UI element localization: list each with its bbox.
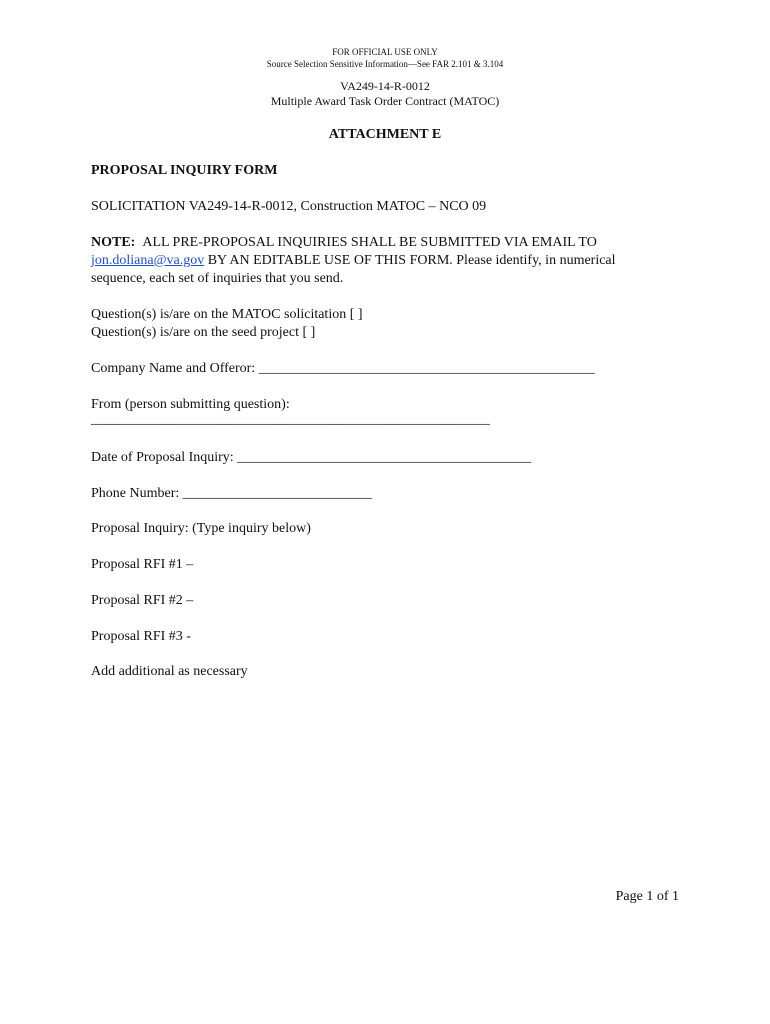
- note-text-1: ALL PRE-PROPOSAL INQUIRIES SHALL BE SUBMITTED VIA EMAIL TO: [142, 235, 597, 250]
- attachment-title: ATTACHMENT E: [328, 127, 442, 142]
- solicitation-line: SOLICITATION VA249-14-R-0012, Construction MATOC – NCO 09: [91, 199, 487, 214]
- classification-header: FOR OFFICIAL USE ONLY: [332, 47, 438, 57]
- additional-note: Add additional as necessary: [91, 664, 248, 679]
- page-number: Page 1 of 1: [615, 889, 679, 904]
- email-link[interactable]: jon.doliana@va.gov: [91, 253, 205, 268]
- contract-number: VA249-14-R-0012: [340, 79, 430, 93]
- note-label: NOTE:: [91, 235, 136, 250]
- form-title: PROPOSAL INQUIRY FORM: [91, 163, 278, 178]
- note-line-3: sequence, each set of inquiries that you send.: [91, 271, 344, 286]
- company-field: Company Name and Offeror: ________________________________________________: [91, 361, 595, 376]
- from-label: From (person submitting question):: [91, 397, 290, 412]
- question-matoc: Question(s) is/are on the MATOC solicitation [ ]: [91, 307, 363, 322]
- phone-field: Phone Number: ___________________________: [91, 486, 372, 501]
- note-text-2: BY AN EDITABLE USE OF THIS FORM. Please identify, in numerical: [204, 253, 616, 268]
- date-field: Date of Proposal Inquiry: __________________________________________: [91, 450, 532, 465]
- note-line-2: [91, 252, 616, 270]
- contract-name: Multiple Award Task Order Contract (MATOC): [270, 94, 500, 108]
- sensitivity-notice: Source Selection Sensitive Information—See FAR 2.101 & 3.104: [266, 59, 504, 69]
- rfi-item-3: Proposal RFI #3 -: [91, 629, 191, 644]
- note-line-1: [91, 234, 597, 252]
- rfi-item-2: Proposal RFI #2 –: [91, 593, 194, 608]
- from-line: _________________________________________________________: [91, 412, 490, 427]
- inquiry-label: Proposal Inquiry: (Type inquiry below): [91, 521, 311, 536]
- rfi-item-1: Proposal RFI #1 –: [91, 557, 194, 572]
- question-seed: Question(s) is/are on the seed project [ ]: [91, 325, 316, 340]
